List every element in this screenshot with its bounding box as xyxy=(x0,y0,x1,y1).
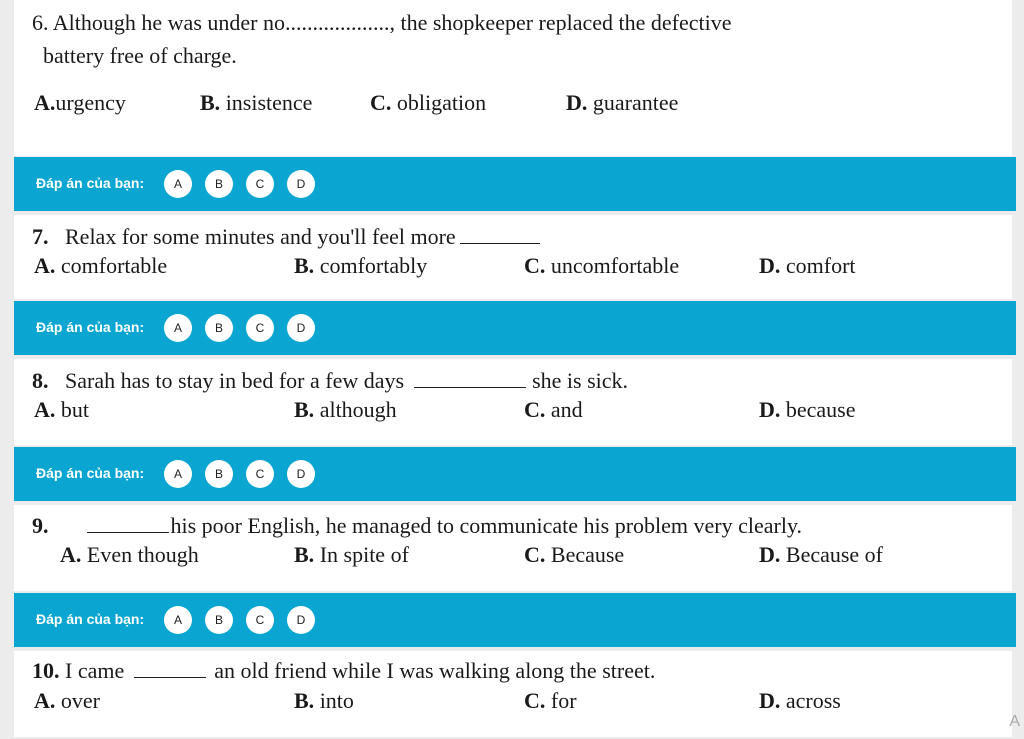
option-text: and xyxy=(550,397,583,422)
question-text: , the shopkeeper replaced the defective xyxy=(389,10,732,35)
question-10-panel xyxy=(14,651,1012,737)
option-b xyxy=(200,92,312,114)
option-letter: A. xyxy=(34,90,56,115)
answer-blank xyxy=(87,518,169,533)
question-6-line-2 xyxy=(43,45,237,67)
answer-label: Đáp án của bạn: xyxy=(36,611,145,627)
answer-label: Đáp án của bạn: xyxy=(36,319,145,335)
option-text: In spite of xyxy=(319,542,409,567)
answer-bar-q8 xyxy=(14,447,1016,501)
question-6-line-1 xyxy=(32,12,732,34)
choice-b-button[interactable]: B xyxy=(205,314,233,342)
option-b xyxy=(294,544,409,566)
answer-blank xyxy=(414,373,526,388)
question-number: 8. xyxy=(32,368,49,393)
option-d xyxy=(759,255,856,277)
option-letter: A. xyxy=(34,253,56,278)
option-d xyxy=(759,690,841,712)
option-letter: A. xyxy=(60,542,82,567)
option-text: comfort xyxy=(785,253,856,278)
question-text: Sarah has to stay in bed for a few days xyxy=(65,368,405,393)
option-c xyxy=(370,92,486,114)
edge-glyph: A xyxy=(1009,713,1020,730)
option-text: across xyxy=(785,688,841,713)
option-text: because xyxy=(785,397,856,422)
question-8-panel xyxy=(14,359,1012,445)
option-letter: B. xyxy=(294,542,315,567)
option-letter: B. xyxy=(294,688,315,713)
option-letter: A. xyxy=(34,397,56,422)
option-d xyxy=(759,544,883,566)
option-a xyxy=(34,690,100,712)
option-a xyxy=(34,255,167,277)
answer-bar-q7 xyxy=(14,301,1016,355)
choice-d-button[interactable]: D xyxy=(287,606,315,634)
option-text: into xyxy=(319,688,354,713)
option-letter: C. xyxy=(524,397,546,422)
choice-d-button[interactable]: D xyxy=(287,460,315,488)
option-d xyxy=(566,92,678,114)
option-letter: A. xyxy=(34,688,56,713)
question-text: an old friend while I was walking along the street. xyxy=(214,658,656,683)
answer-blank xyxy=(460,229,540,244)
question-7-panel xyxy=(14,215,1012,299)
choice-c-button[interactable]: C xyxy=(246,170,274,198)
choice-d-button[interactable]: D xyxy=(287,314,315,342)
option-text: urgency xyxy=(55,90,126,115)
option-text: Even though xyxy=(86,542,199,567)
answer-bar-q6 xyxy=(14,157,1016,211)
option-letter: B. xyxy=(294,253,315,278)
answer-blank xyxy=(134,663,206,678)
question-text: battery free of charge. xyxy=(43,43,237,68)
choice-d-button[interactable]: D xyxy=(287,170,315,198)
option-text: obligation xyxy=(396,90,487,115)
option-c xyxy=(524,690,577,712)
choice-a-button[interactable]: A xyxy=(164,460,192,488)
question-number: 10. xyxy=(32,658,60,683)
option-letter: D. xyxy=(759,542,781,567)
option-b xyxy=(294,690,354,712)
question-number: 7. xyxy=(32,224,49,249)
option-c xyxy=(524,399,583,421)
choice-a-button[interactable]: A xyxy=(164,170,192,198)
option-b xyxy=(294,399,397,421)
option-text: but xyxy=(60,397,90,422)
choice-a-button[interactable]: A xyxy=(164,314,192,342)
option-letter: C. xyxy=(524,542,546,567)
option-a xyxy=(34,92,126,114)
option-letter: D. xyxy=(566,90,588,115)
answer-blank: ................... xyxy=(284,10,390,35)
option-letter: D. xyxy=(759,253,781,278)
option-text: Because xyxy=(550,542,625,567)
answer-bar-q9 xyxy=(14,593,1016,647)
option-a xyxy=(34,399,89,421)
question-text: Although he was under no xyxy=(52,10,285,35)
option-text: comfortably xyxy=(319,253,428,278)
option-letter: D. xyxy=(759,397,781,422)
choice-c-button[interactable]: C xyxy=(246,460,274,488)
question-6-panel xyxy=(14,0,1012,156)
option-text: uncomfortable xyxy=(550,253,680,278)
question-text: she is sick. xyxy=(532,368,629,393)
question-number: 9. xyxy=(32,513,49,538)
question-9-line xyxy=(32,515,802,537)
question-9-panel xyxy=(14,505,1012,591)
choice-c-button[interactable]: C xyxy=(246,606,274,634)
option-text: although xyxy=(319,397,397,422)
choice-b-button[interactable]: B xyxy=(205,460,233,488)
answer-label: Đáp án của bạn: xyxy=(36,465,145,481)
option-text: Because of xyxy=(785,542,884,567)
question-10-line xyxy=(32,660,655,682)
option-text: comfortable xyxy=(60,253,168,278)
choice-a-button[interactable]: A xyxy=(164,606,192,634)
option-letter: B. xyxy=(200,90,221,115)
option-letter: D. xyxy=(759,688,781,713)
question-8-line xyxy=(32,370,628,392)
option-text: for xyxy=(550,688,577,713)
option-a xyxy=(60,544,199,566)
choice-b-button[interactable]: B xyxy=(205,606,233,634)
question-text: his poor English, he managed to communicate his problem very clearly. xyxy=(170,513,803,538)
answer-label: Đáp án của bạn: xyxy=(36,175,145,191)
question-text: Relax for some minutes and you'll feel more xyxy=(65,224,456,249)
option-text: insistence xyxy=(225,90,313,115)
choice-b-button[interactable]: B xyxy=(205,170,233,198)
option-letter: B. xyxy=(294,397,315,422)
option-text: over xyxy=(60,688,100,713)
option-c xyxy=(524,255,679,277)
option-c xyxy=(524,544,624,566)
option-letter: C. xyxy=(524,688,546,713)
option-d xyxy=(759,399,856,421)
option-b xyxy=(294,255,427,277)
question-text: I came xyxy=(65,658,125,683)
choice-c-button[interactable]: C xyxy=(246,314,274,342)
option-letter: C. xyxy=(524,253,546,278)
option-letter: C. xyxy=(370,90,392,115)
question-number: 6. xyxy=(32,10,49,35)
question-7-line xyxy=(32,226,540,248)
option-text: guarantee xyxy=(592,90,679,115)
